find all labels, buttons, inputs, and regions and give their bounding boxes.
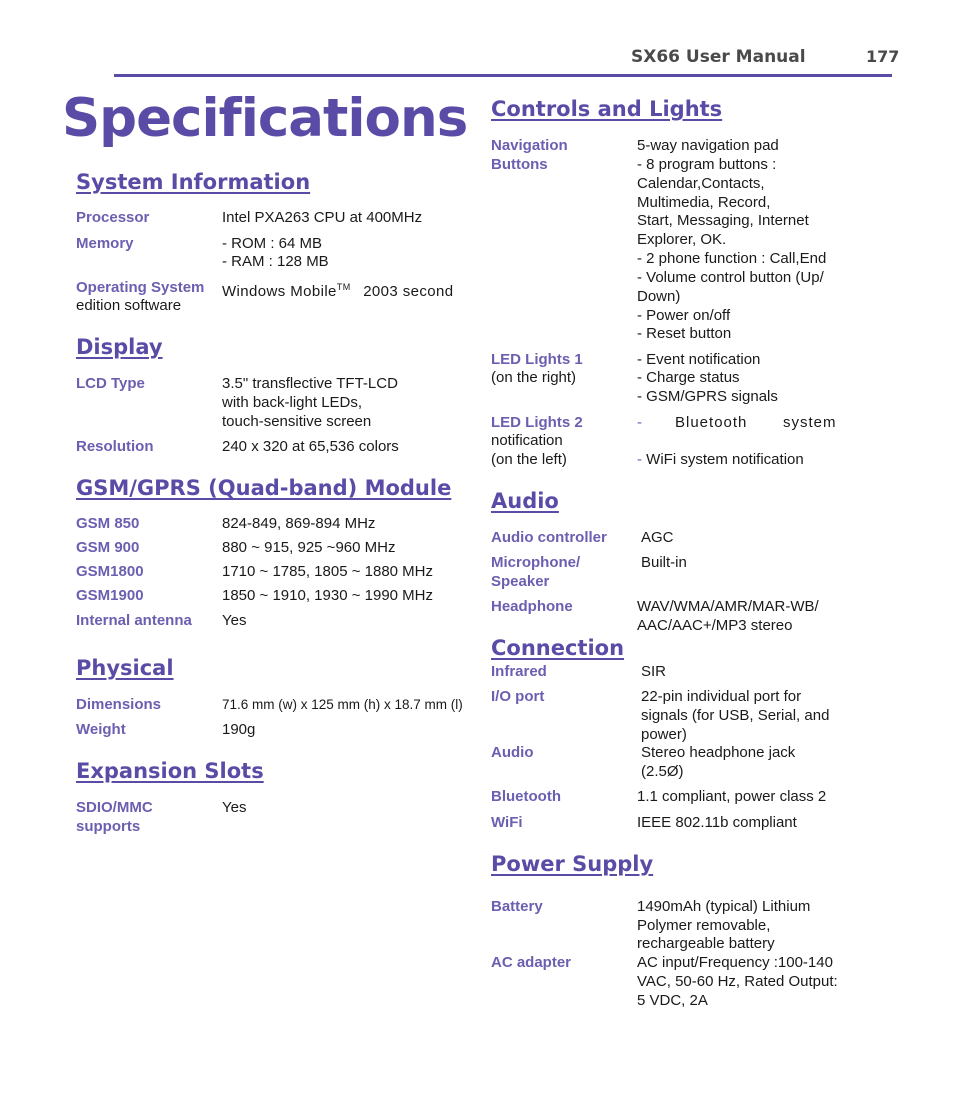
heading-system-information: System Information — [76, 170, 311, 194]
value-gsm-1800: 1710 ~ 1785, 1805 ~ 1880 MHz — [222, 563, 433, 580]
value-sdio-mmc: Yes — [222, 799, 247, 816]
battery-line: rechargeable battery — [637, 935, 775, 952]
label-weight: Weight — [76, 721, 126, 738]
label-bluetooth: Bluetooth — [491, 788, 561, 805]
label-led-lights-1: LED Lights 1 — [491, 351, 583, 368]
heading-controls-lights: Controls and Lights — [491, 97, 723, 121]
nav-line: Down) — [637, 288, 681, 305]
value-gsm-1900: 1850 ~ 1910, 1930 ~ 1990 MHz — [222, 587, 433, 604]
ac-line: 5 VDC, 2A — [637, 992, 708, 1009]
os-version: 2003 second — [363, 283, 454, 300]
heading-connection: Connection — [491, 636, 625, 660]
nav-line: - Reset button — [637, 325, 732, 342]
heading-display: Display — [76, 335, 163, 359]
value-gsm-900: 880 ~ 915, 925 ~960 MHz — [222, 539, 396, 556]
io-line: 22-pin individual port for — [641, 688, 802, 705]
label-audio-jack: Audio — [491, 744, 534, 761]
label-sdio-mmc-cont: supports — [76, 818, 141, 835]
led2-bluetooth: Bluetooth — [675, 414, 748, 431]
value-processor: Intel PXA263 CPU at 400MHz — [222, 209, 423, 226]
label-infrared: Infrared — [491, 663, 547, 680]
label-operating-system: Operating System — [76, 279, 205, 296]
led1-line: - Event notification — [637, 351, 761, 368]
nav-line: Start, Messaging, Internet — [637, 212, 809, 229]
label-gsm-900: GSM 900 — [76, 539, 140, 556]
label-audio-controller: Audio controller — [491, 529, 607, 546]
led1-line: - Charge status — [637, 369, 740, 386]
led1-line: - GSM/GPRS signals — [637, 388, 778, 405]
label-memory: Memory — [76, 235, 134, 252]
heading-expansion-slots: Expansion Slots — [76, 759, 264, 783]
nav-line: - 8 program buttons : — [637, 156, 777, 173]
label-internal-antenna: Internal antenna — [76, 612, 192, 629]
label-ac-adapter: AC adapter — [491, 954, 572, 971]
nav-line: - 2 phone function : Call,End — [637, 250, 827, 267]
label-lcd-type: LCD Type — [76, 375, 145, 392]
value-dimensions: 71.6 mm (w) x 125 mm (h) x 18.7 mm (l) — [222, 697, 463, 712]
os-name: Windows Mobile — [222, 283, 337, 300]
label-gsm-1800: GSM1800 — [76, 563, 144, 580]
value-headphone-line1: WAV/WMA/AMR/MAR-WB/ — [637, 598, 819, 615]
value-operating-system — [222, 278, 454, 301]
label-led-lights-2-sub1: notification — [491, 432, 563, 449]
heading-gsm-module: GSM/GPRS (Quad-band) Module — [76, 476, 452, 500]
battery-line: Polymer removable, — [637, 917, 771, 934]
manual-title: SX66 User Manual — [631, 47, 806, 67]
value-lcd-line1: 3.5" transflective TFT-LCD — [222, 375, 398, 392]
value-internal-antenna: Yes — [222, 612, 247, 629]
page-number: 177 — [866, 47, 900, 66]
nav-line: - Volume control button (Up/ — [637, 269, 824, 286]
value-infrared: SIR — [641, 663, 667, 680]
led2-wifi-text: WiFi system notification — [646, 451, 804, 468]
label-headphone: Headphone — [491, 598, 573, 615]
heading-power-supply: Power Supply — [491, 852, 654, 876]
label-led-lights-2-sub2: (on the left) — [491, 451, 567, 468]
led2-wifi — [637, 450, 804, 469]
value-lcd-line3: touch-sensitive screen — [222, 413, 372, 430]
value-gsm-850: 824-849, 869-894 MHz — [222, 515, 376, 532]
label-buttons: Buttons — [491, 156, 548, 173]
io-line: power) — [641, 726, 687, 743]
value-weight: 190g — [222, 721, 256, 738]
label-io-port: I/O port — [491, 688, 545, 705]
ac-line: VAC, 50-60 Hz, Rated Output: — [637, 973, 838, 990]
battery-line: 1490mAh (typical) Lithium — [637, 898, 811, 915]
nav-line: Explorer, OK. — [637, 231, 727, 248]
label-navigation: Navigation — [491, 137, 568, 154]
ac-line: AC input/Frequency :100-140 — [637, 954, 833, 971]
label-led-lights-1-sub: (on the right) — [491, 369, 577, 386]
label-processor: Processor — [76, 209, 150, 226]
nav-line: Multimedia, Record, — [637, 194, 771, 211]
io-line: signals (for USB, Serial, and — [641, 707, 830, 724]
nav-line: 5-way navigation pad — [637, 137, 779, 154]
value-audio-controller: AGC — [641, 529, 674, 546]
value-resolution: 240 x 320 at 65,536 colors — [222, 438, 399, 455]
audio-jack-line: Stereo headphone jack — [641, 744, 796, 761]
value-memory-rom: - ROM : 64 MB — [222, 235, 323, 252]
nav-line: Calendar,Contacts, — [637, 175, 765, 192]
page-title: Specifications — [62, 88, 468, 149]
label-dimensions: Dimensions — [76, 696, 162, 713]
header-rule — [114, 74, 892, 77]
led2-wifi-dash: - — [637, 451, 642, 468]
led2-system: system — [783, 414, 837, 431]
led2-dash: - — [637, 414, 642, 431]
label-led-lights-2: LED Lights 2 — [491, 414, 583, 431]
audio-jack-line: (2.5Ø) — [641, 763, 684, 780]
os-trademark: TM — [336, 282, 351, 292]
label-microphone: Microphone/ — [491, 554, 581, 571]
label-gsm-850: GSM 850 — [76, 515, 140, 532]
value-bluetooth: 1.1 compliant, power class 2 — [637, 788, 827, 805]
label-wifi: WiFi — [491, 814, 523, 831]
heading-audio: Audio — [491, 489, 559, 513]
label-speaker: Speaker — [491, 573, 550, 590]
label-sdio-mmc: SDIO/MMC — [76, 799, 153, 816]
value-microphone: Built-in — [641, 554, 687, 571]
label-battery: Battery — [491, 898, 543, 915]
label-resolution: Resolution — [76, 438, 154, 455]
value-wifi: IEEE 802.11b compliant — [637, 814, 797, 831]
heading-physical: Physical — [76, 656, 174, 680]
value-memory-ram: - RAM : 128 MB — [222, 253, 329, 270]
value-headphone-line2: AAC/AAC+/MP3 stereo — [637, 617, 793, 634]
nav-line: - Power on/off — [637, 307, 731, 324]
label-gsm-1900: GSM1900 — [76, 587, 144, 604]
value-operating-system-cont: edition software — [76, 297, 182, 314]
value-lcd-line2: with back-light LEDs, — [222, 394, 363, 411]
